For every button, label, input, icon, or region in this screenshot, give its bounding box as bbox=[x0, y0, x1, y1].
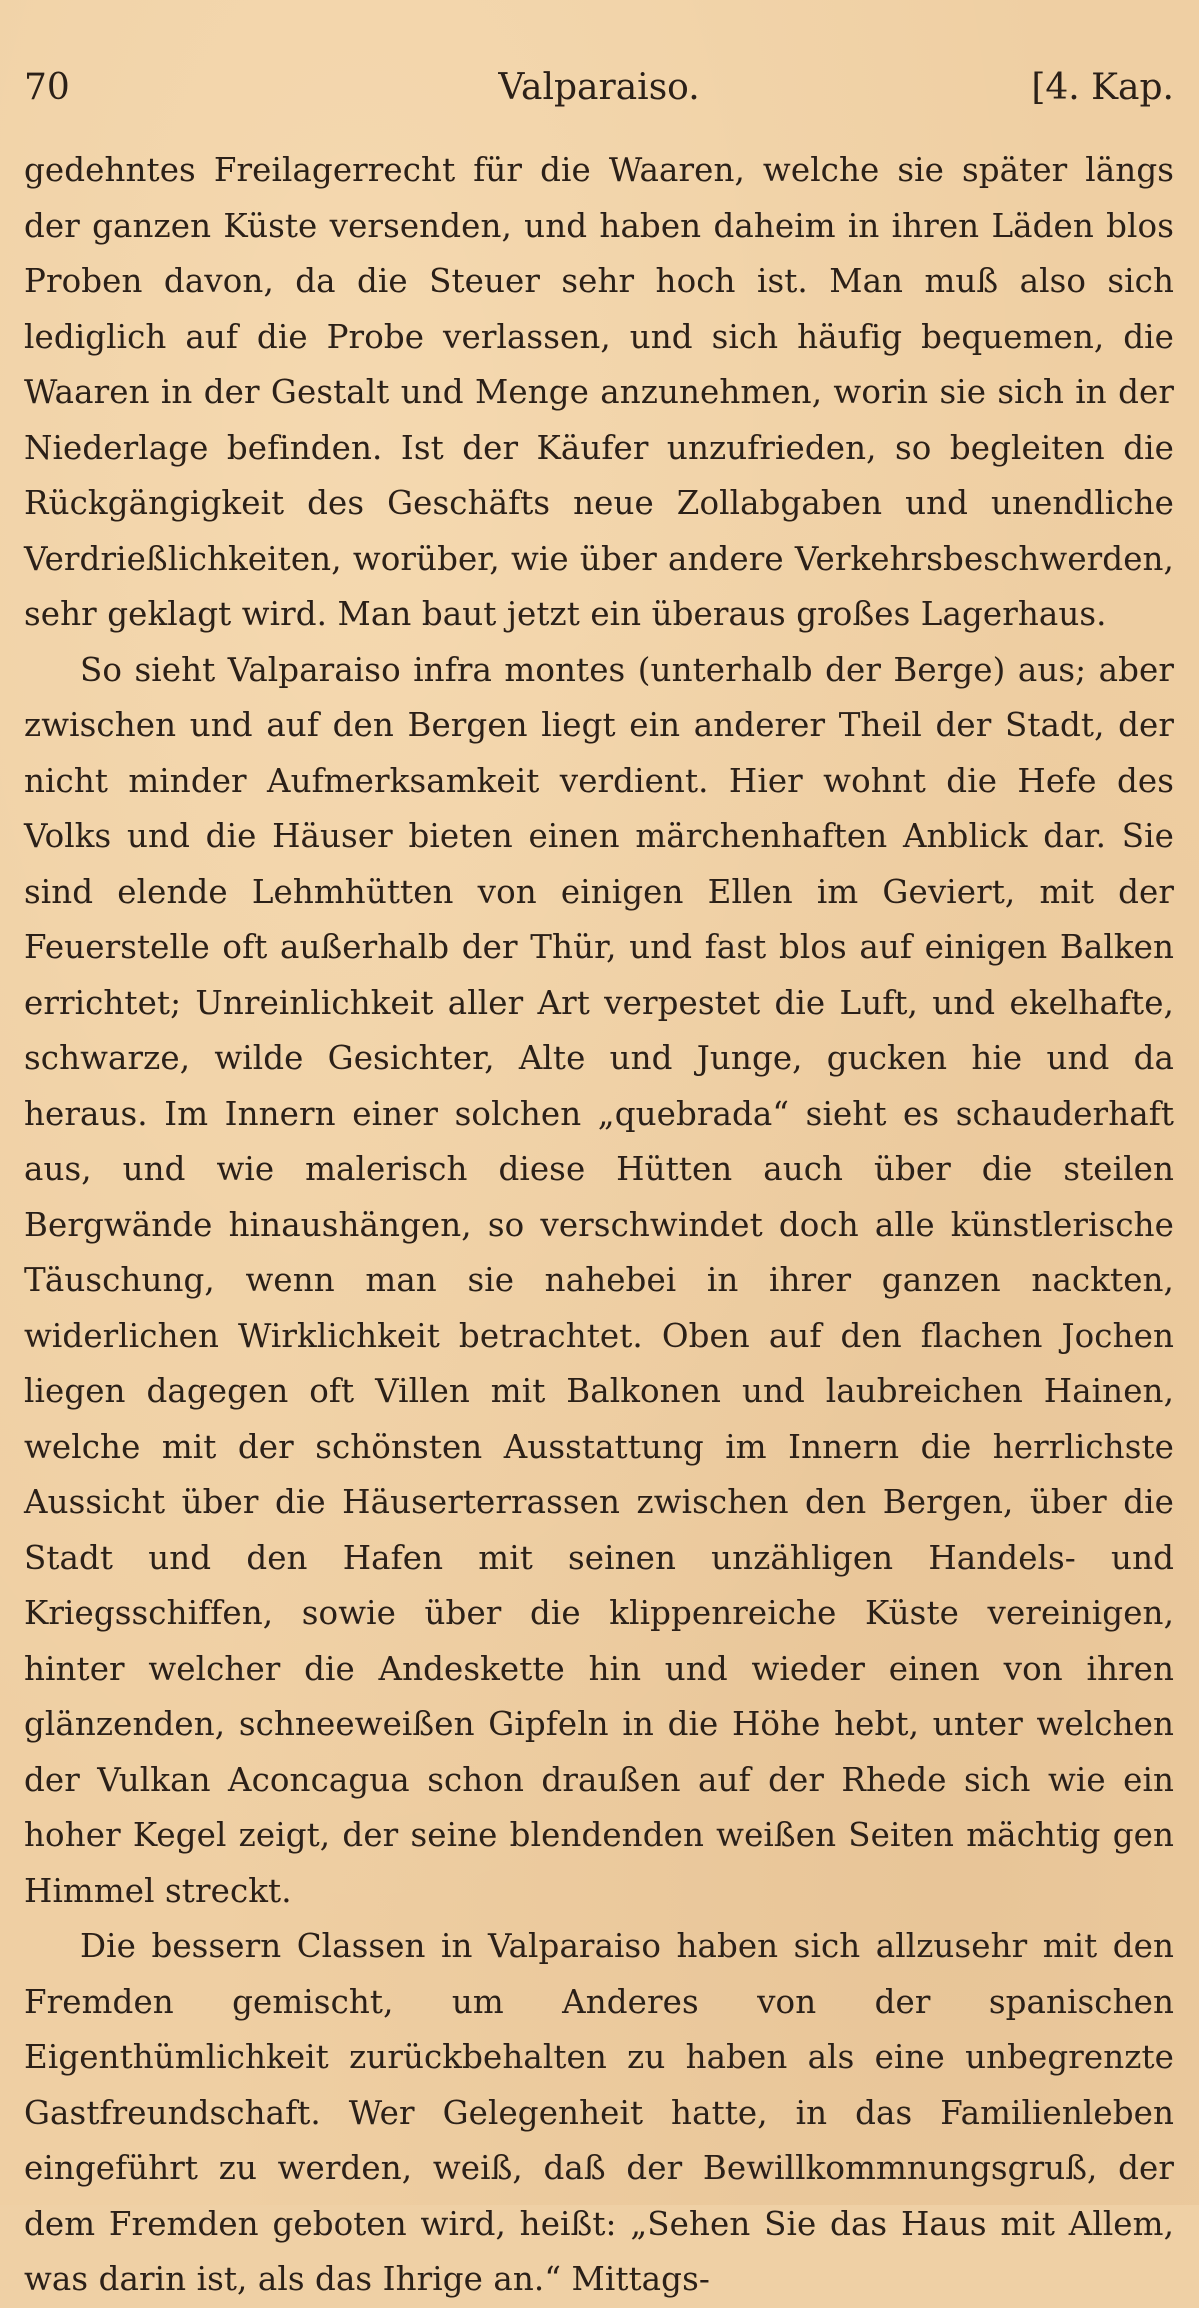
body-text bbox=[24, 143, 1174, 2308]
paragraph: gedehntes Freilagerrecht für die Waaren, welche sie später längs der ganzen Küste versenden, und haben daheim in ihren Läden blos Proben davon, da die Steuer sehr hoch ist. Man muß also sich lediglich auf die Probe verlassen, und sich häufig bequemen, die Waaren in der Gestalt und Menge anzunehmen, worin sie sich in der Niederlage befinden. Ist der Käufer unzufrieden, so begleiten die Rückgängigkeit des Geschäfts neue Zollabgaben und unendliche Verdrießlichkeiten, worüber, wie über andere Verkehrsbeschwerden, sehr geklagt wird. Man baut jetzt ein überaus großes Lagerhaus. bbox=[24, 151, 1174, 633]
running-title: Valparaiso. bbox=[498, 67, 700, 108]
paragraph: Die bessern Classen in Valparaiso haben sich allzusehr mit den Fremden gemischt, um Anderes von der spanischen Eigenthümlichkeit zurückbehalten zu haben als eine unbegrenzte Gastfreundschaft. Wer Gelegenheit hatte, in das Familienleben eingeführt zu werden, weiß, daß der Bewillkommnungsgruß, der dem Fremden geboten wird, heißt: „Sehen Sie das Haus mit Allem, was darin ist, als das Ihrige an.“ Mittags- bbox=[24, 1927, 1174, 2298]
paragraph: So sieht Valparaiso infra montes (unterhalb der Berge) aus; aber zwischen und auf den Bergen liegt ein anderer Theil der Stadt, der nicht minder Aufmerksamkeit verdient. Hier wohnt die Hefe des Volks und die Häuser bieten einen märchenhaften Anblick dar. Sie sind elende Lehmhütten von einigen Ellen im Geviert, mit der Feuerstelle oft außerhalb der Thür, und fast blos auf einigen Balken errichtet; Unreinlichkeit aller Art verpestet die Luft, und ekelhafte, schwarze, wilde Gesichter, Alte und Junge, gucken hie und da heraus. Im Innern einer solchen „quebrada“ sieht es schauderhaft aus, und wie malerisch diese Hütten auch über die steilen Bergwände hinaushängen, so verschwindet doch alle künstlerische Täuschung, wenn man sie nahebei in ihrer ganzen nackten, widerlichen Wirklichkeit betrachtet. Oben auf den flachen Jochen liegen dagegen oft Villen mit Balkonen und laubreichen Hainen, welche mit der schönsten Ausstattung im Innern die herrlichste Aussicht über die Häuserterrassen zwischen den Bergen, über die Stadt und den Hafen mit seinen unzähligen Handels- und Kriegsschiffen, sowie über die klippenreiche Küste vereinigen, hinter welcher die Andeskette hin und wieder einen von ihren glänzenden, schneeweißen Gipfeln in die Höhe hebt, unter welchen der Vulkan Aconcagua schon draußen auf der Rhede sich wie ein hoher Kegel zeigt, der seine blendenden weißen Seiten mächtig gen Himmel streckt. bbox=[24, 650, 1174, 1910]
chapter-label: [4. Kap. bbox=[1031, 67, 1174, 108]
page-header bbox=[24, 58, 1174, 118]
page-number: 70 bbox=[24, 67, 70, 108]
